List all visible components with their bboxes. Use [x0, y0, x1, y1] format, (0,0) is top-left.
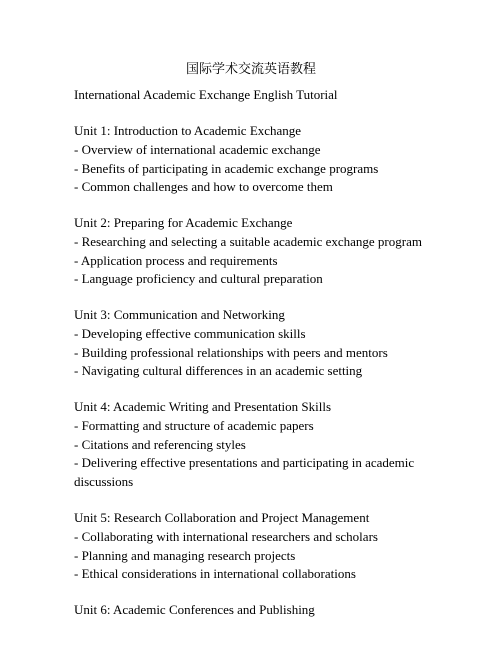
unit-5-item-1: - Collaborating with international researchers and scholars [74, 529, 378, 544]
unit-2-item-2: - Application process and requirements [74, 253, 278, 268]
unit-3-item-1: - Developing effective communication skills [74, 326, 306, 341]
unit-4-heading: Unit 4: Academic Writing and Presentation Skills [74, 399, 332, 414]
unit-2-item-3: - Language proficiency and cultural preparation [74, 271, 323, 286]
unit-4-item-1: - Formatting and structure of academic papers [74, 418, 314, 433]
document-title-english: International Academic Exchange English Tutorial [74, 87, 338, 102]
unit-5-heading: Unit 5: Research Collaboration and Project Management [74, 510, 370, 525]
unit-1-item-1: - Overview of international academic exchange [74, 142, 321, 157]
unit-5-item-3: - Ethical considerations in international collaborations [74, 566, 356, 581]
unit-2-item-1: - Researching and selecting a suitable academic exchange program [74, 234, 422, 249]
unit-4-item-3: - Delivering effective presentations and participating in academic [74, 455, 415, 470]
unit-1-item-3: - Common challenges and how to overcome them [74, 179, 333, 194]
unit-3-item-2: - Building professional relationships with peers and mentors [74, 345, 388, 360]
unit-1-item-2: - Benefits of participating in academic exchange programs [74, 161, 379, 176]
unit-5-item-2: - Planning and managing research projects [74, 548, 296, 563]
unit-2-heading: Unit 2: Preparing for Academic Exchange [74, 215, 293, 230]
unit-3-heading: Unit 3: Communication and Networking [74, 307, 285, 322]
unit-1-heading: Unit 1: Introduction to Academic Exchange [74, 123, 302, 138]
unit-4-item-2: - Citations and referencing styles [74, 437, 246, 452]
unit-3-item-3: - Navigating cultural differences in an academic setting [74, 363, 363, 378]
document-title-chinese: 国际学术交流英语教程 [185, 61, 316, 76]
unit-6-heading: Unit 6: Academic Conferences and Publishing [74, 602, 315, 617]
unit-4-item-3-continued: discussions [74, 474, 134, 489]
